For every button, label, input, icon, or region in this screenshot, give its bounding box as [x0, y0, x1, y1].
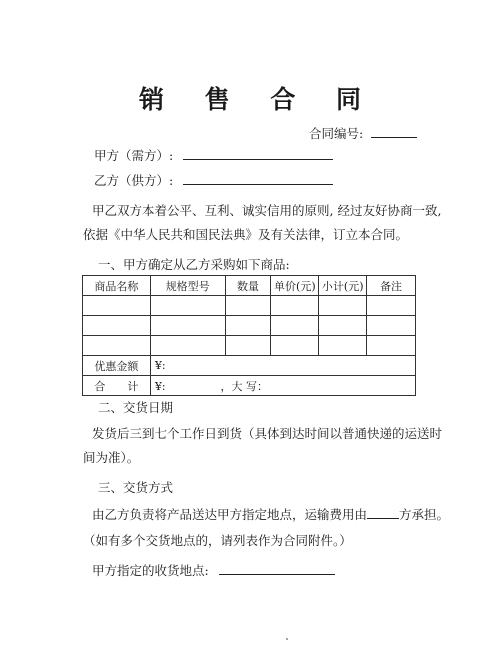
contract-title: 销 售 合 同: [138, 85, 378, 114]
table-row: [83, 316, 416, 336]
goods-table: [82, 275, 416, 396]
contract-number-label: 合同编号:: [309, 126, 364, 141]
section-3-line-1: [92, 505, 449, 523]
cell-product-name[interactable]: [83, 296, 151, 316]
cell-subtotal[interactable]: [319, 336, 367, 356]
section-2-line-1: 发货后三到七个工作日到货（具体到达时间以普通快递的运送时: [92, 426, 443, 441]
contract-number-row: [309, 124, 417, 142]
party-b-label: 乙方（供方）:: [94, 173, 174, 188]
party-a-row: [94, 146, 333, 164]
cell-quantity[interactable]: [225, 296, 271, 316]
table-row: [83, 296, 416, 316]
receive-address-label: 甲方指定的收货地点:: [92, 563, 209, 578]
cell-product-name[interactable]: [83, 316, 151, 336]
header-subtotal: 小计(元): [319, 276, 367, 296]
page-mark: [286, 638, 288, 640]
cell-subtotal[interactable]: [319, 316, 367, 336]
cell-quantity[interactable]: [225, 336, 271, 356]
cell-spec-model[interactable]: [150, 296, 225, 316]
cell-product-name[interactable]: [83, 336, 151, 356]
cell-subtotal[interactable]: [319, 296, 367, 316]
total-value[interactable]: ¥: ，大 写：: [150, 376, 415, 396]
header-product-name: 商品名称: [83, 276, 151, 296]
receive-address-row: [92, 561, 335, 579]
section-2-line-2: 间为准）。: [83, 450, 140, 465]
intro-line-2: 依据《中华人民共和国民法典》及有关法律，订立本合同。: [83, 227, 409, 242]
shipping-cost-party-field[interactable]: [367, 506, 399, 519]
discount-row: [83, 356, 416, 376]
table-row: [83, 336, 416, 356]
cell-remarks[interactable]: [367, 336, 416, 356]
header-quantity: 数量: [225, 276, 271, 296]
cell-remarks[interactable]: [367, 296, 416, 316]
section-3-line-2: （如有多个交货地点的，请列表作为合同附件。）: [83, 533, 352, 548]
cell-quantity[interactable]: [225, 316, 271, 336]
header-remarks: 备注: [367, 276, 416, 296]
party-a-label: 甲方（需方）:: [94, 148, 174, 163]
contract-number-field[interactable]: [371, 125, 417, 138]
party-b-row: [94, 171, 333, 189]
delivery-text-post: 方承担。: [399, 507, 450, 522]
cell-remarks[interactable]: [367, 316, 416, 336]
header-unit-price: 单价(元): [271, 276, 319, 296]
delivery-text-pre: 由乙方负责将产品送达甲方指定地点，运输费用由: [92, 507, 368, 522]
section-3-heading: 三、交货方式: [98, 480, 174, 495]
discount-label: 优惠金额: [83, 356, 151, 376]
total-row: [83, 376, 416, 396]
header-spec-model: 规格型号: [150, 276, 225, 296]
section-1-heading: 一、甲方确定从乙方采购如下商品:: [98, 257, 290, 272]
section-2-heading: 二、交货日期: [98, 400, 174, 415]
discount-value[interactable]: ¥:: [150, 356, 415, 376]
intro-line-1: 甲乙双方本着公平、互利、诚实信用的原则, 经过友好协商一致,: [92, 203, 442, 218]
party-b-field[interactable]: [183, 172, 333, 185]
cell-unit-price[interactable]: [271, 316, 319, 336]
party-a-field[interactable]: [183, 147, 333, 160]
total-label: 合 计: [83, 376, 151, 396]
receive-address-field[interactable]: [219, 562, 335, 575]
table-header-row: [83, 276, 416, 296]
cell-unit-price[interactable]: [271, 296, 319, 316]
cell-spec-model[interactable]: [150, 336, 225, 356]
cell-unit-price[interactable]: [271, 336, 319, 356]
cell-spec-model[interactable]: [150, 316, 225, 336]
